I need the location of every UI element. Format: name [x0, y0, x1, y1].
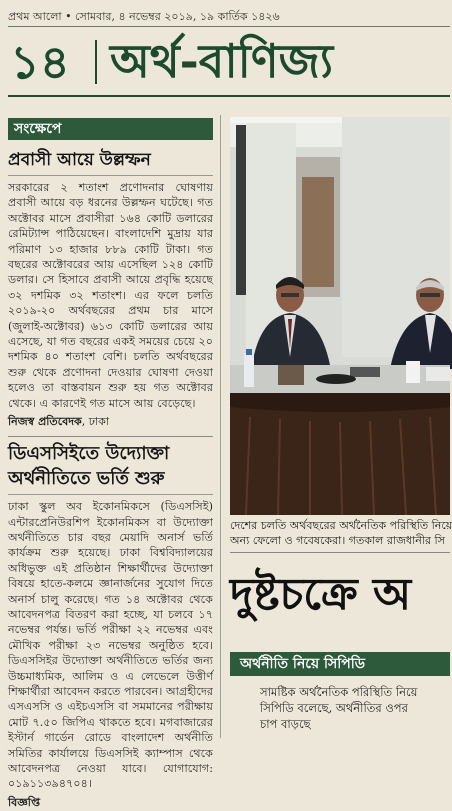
briefs-label: সংক্ষেপে	[8, 118, 213, 140]
lead-body-line-1: সামষ্টিক অর্থনৈতিক পরিস্থিতি নিয়ে	[260, 685, 418, 699]
photo-caption	[230, 518, 450, 548]
caption-line-1: দেশের চলতি অর্থবছরের অর্থনৈতিক পরিস্থিতি নিয়ে	[230, 519, 452, 532]
brief-2-headline-line2: অর্থনীতিতে ভর্তি শুরু	[8, 466, 213, 495]
brief-2-body: ঢাকা স্কুল অব ইকোনমিকসে (ডিএসসিই) এন্টারপ্রেনিউরশিপ ইকোনমিকস বা উদ্যোক্তা অর্থনীতিতে চার বছর মেয়াদি অনার্স ভর্তি কার্যক্রম শুরু হয়েছে। ঢাকা বিশ্ববিদ্যালয়ের অধিভুক্ত এই প্রতিষ্ঠান শিক্ষার্থীদের উদ্যোক্তা বিষয়ে হাতে-কলমে জ্ঞানার্জনের সুযোগ দিতে অনার্স চালু করেছে। গত ১৪ অক্টোবর থেকে আবেদনপত্র বিতরণ করা হচ্ছে, যা চলবে ১৭ নভেম্বর পর্যন্ত। ভর্তি পরীক্ষা ২২ নভেম্বর এবং মৌখিক পরীক্ষা ২৩ নভেম্বর অনুষ্ঠিত হবে। ডিএসসিইর উদ্যোক্তা অর্থনীতিতে ভর্তির জন্য উচ্চমাধ্যমিক, আলিম ও এ লেভেলে উত্তীর্ণ শিক্ষার্থীরা আবেদন করতে পারবেন। আগ্রহীদের এসএসসি ও এইচএসসি বা সমমানের পরীক্ষায় মোট ৭.৫০ জিপিএ থাকতে হবে। মগবাজারের ইস্টার্ন গার্ডেন রোডে বাংলাদেশ অর্থনীতি সমিতির কার্যালয়ে ডিএসসিই ক্যাম্পাস থেকে আবেদনপত্র নেওয়া যাবে। যোগাযোগ: ০১৯১১৩৯৪৭০৪।	[8, 500, 213, 791]
brief-2-headline-line1: ডিএসসিইতে উদ্যোক্তা	[8, 443, 170, 465]
lead-headline: দুষ্টচক্রে অ	[230, 569, 412, 620]
briefs-column	[8, 118, 213, 809]
lead-kicker: অর্থনীতি নিয়ে সিপিডি	[230, 652, 450, 676]
masthead-bottom-rule	[8, 95, 450, 97]
lead-body-line-2: সিপিডি বলেছে, অর্থনীতির ওপর	[260, 701, 408, 715]
masthead-divider	[95, 40, 97, 84]
caption-line-2: অন্য ফেলো ও গবেষকেরা। গতকাল রাজধানীর সি	[230, 534, 445, 547]
brief-2-byline-source: বিজ্ঞপ্তি	[8, 795, 40, 809]
column-divider	[220, 115, 221, 738]
caption-rule	[230, 552, 450, 553]
brief-1-headline: প্রবাসী আয়ে উল্লম্ফন	[8, 148, 213, 176]
lead-body-line-3: চাপ বাড়ছে	[260, 717, 311, 731]
masthead-rule	[8, 26, 450, 27]
brief-1-byline-author: নিজস্ব প্রতিবেদক	[8, 415, 82, 429]
lead-body	[260, 684, 450, 732]
page-number: ১৪	[10, 35, 70, 89]
section-title: অর্থ-বাণিজ্য	[110, 34, 334, 88]
dateline: প্রথম আলো • সোমবার, ৪ নভেম্বর ২০১৯, ১৯ কার্তিক ১৪২৬	[8, 10, 280, 23]
lead-photo	[230, 117, 450, 515]
brief-1-byline-place: , ঢাকা	[81, 415, 110, 429]
brief-2-byline	[8, 795, 213, 811]
brief-1-byline	[8, 414, 213, 430]
press-conference-photo	[230, 117, 450, 515]
brief-1-body: সরকারের ২ শতাংশ প্রণোদনার ঘোষণায় প্রবাসী আয়ে বড় ধরনের উল্লম্ফন ঘটেছে। গত অক্টোবর মাসে প্রবাসীরা ১৬৪ কোটি ডলারের রেমিট্যান্স পাঠিয়েছেন। বাংলাদেশি মুদ্রায় যার পরিমাণ ১৩ হাজার ৮৮৯ কোটি টাকা। গত বছরের অক্টোবরের আয় এসেছিল ১২৪ কোটি ডলার। সে হিসাবে প্রবাসী আয়ে প্রবৃদ্ধি হয়েছে ৩২ দশমিক ৩২ শতাংশ। এর ফলে চলতি ২০১৯-২০ অর্থবছরের প্রথম চার মাসে (জুলাই-অক্টোবর) ৬১৩ কোটি ডলারের আয় এসেছে, যা গত বছরের একই সময়ের চেয়ে ২০ দশমিক ৪০ শতাংশ বেশি। চলতি অর্থবছরের শুরু থেকে প্রণোদনা দেওয়ার ঘোষণা দেওয়া হলেও তা বাস্তবায়ন শুরু হয় গত অক্টোবর থেকে। এ কারণেই গত মাসে আয় বেড়েছে।	[8, 181, 213, 410]
brief-divider	[8, 436, 213, 437]
